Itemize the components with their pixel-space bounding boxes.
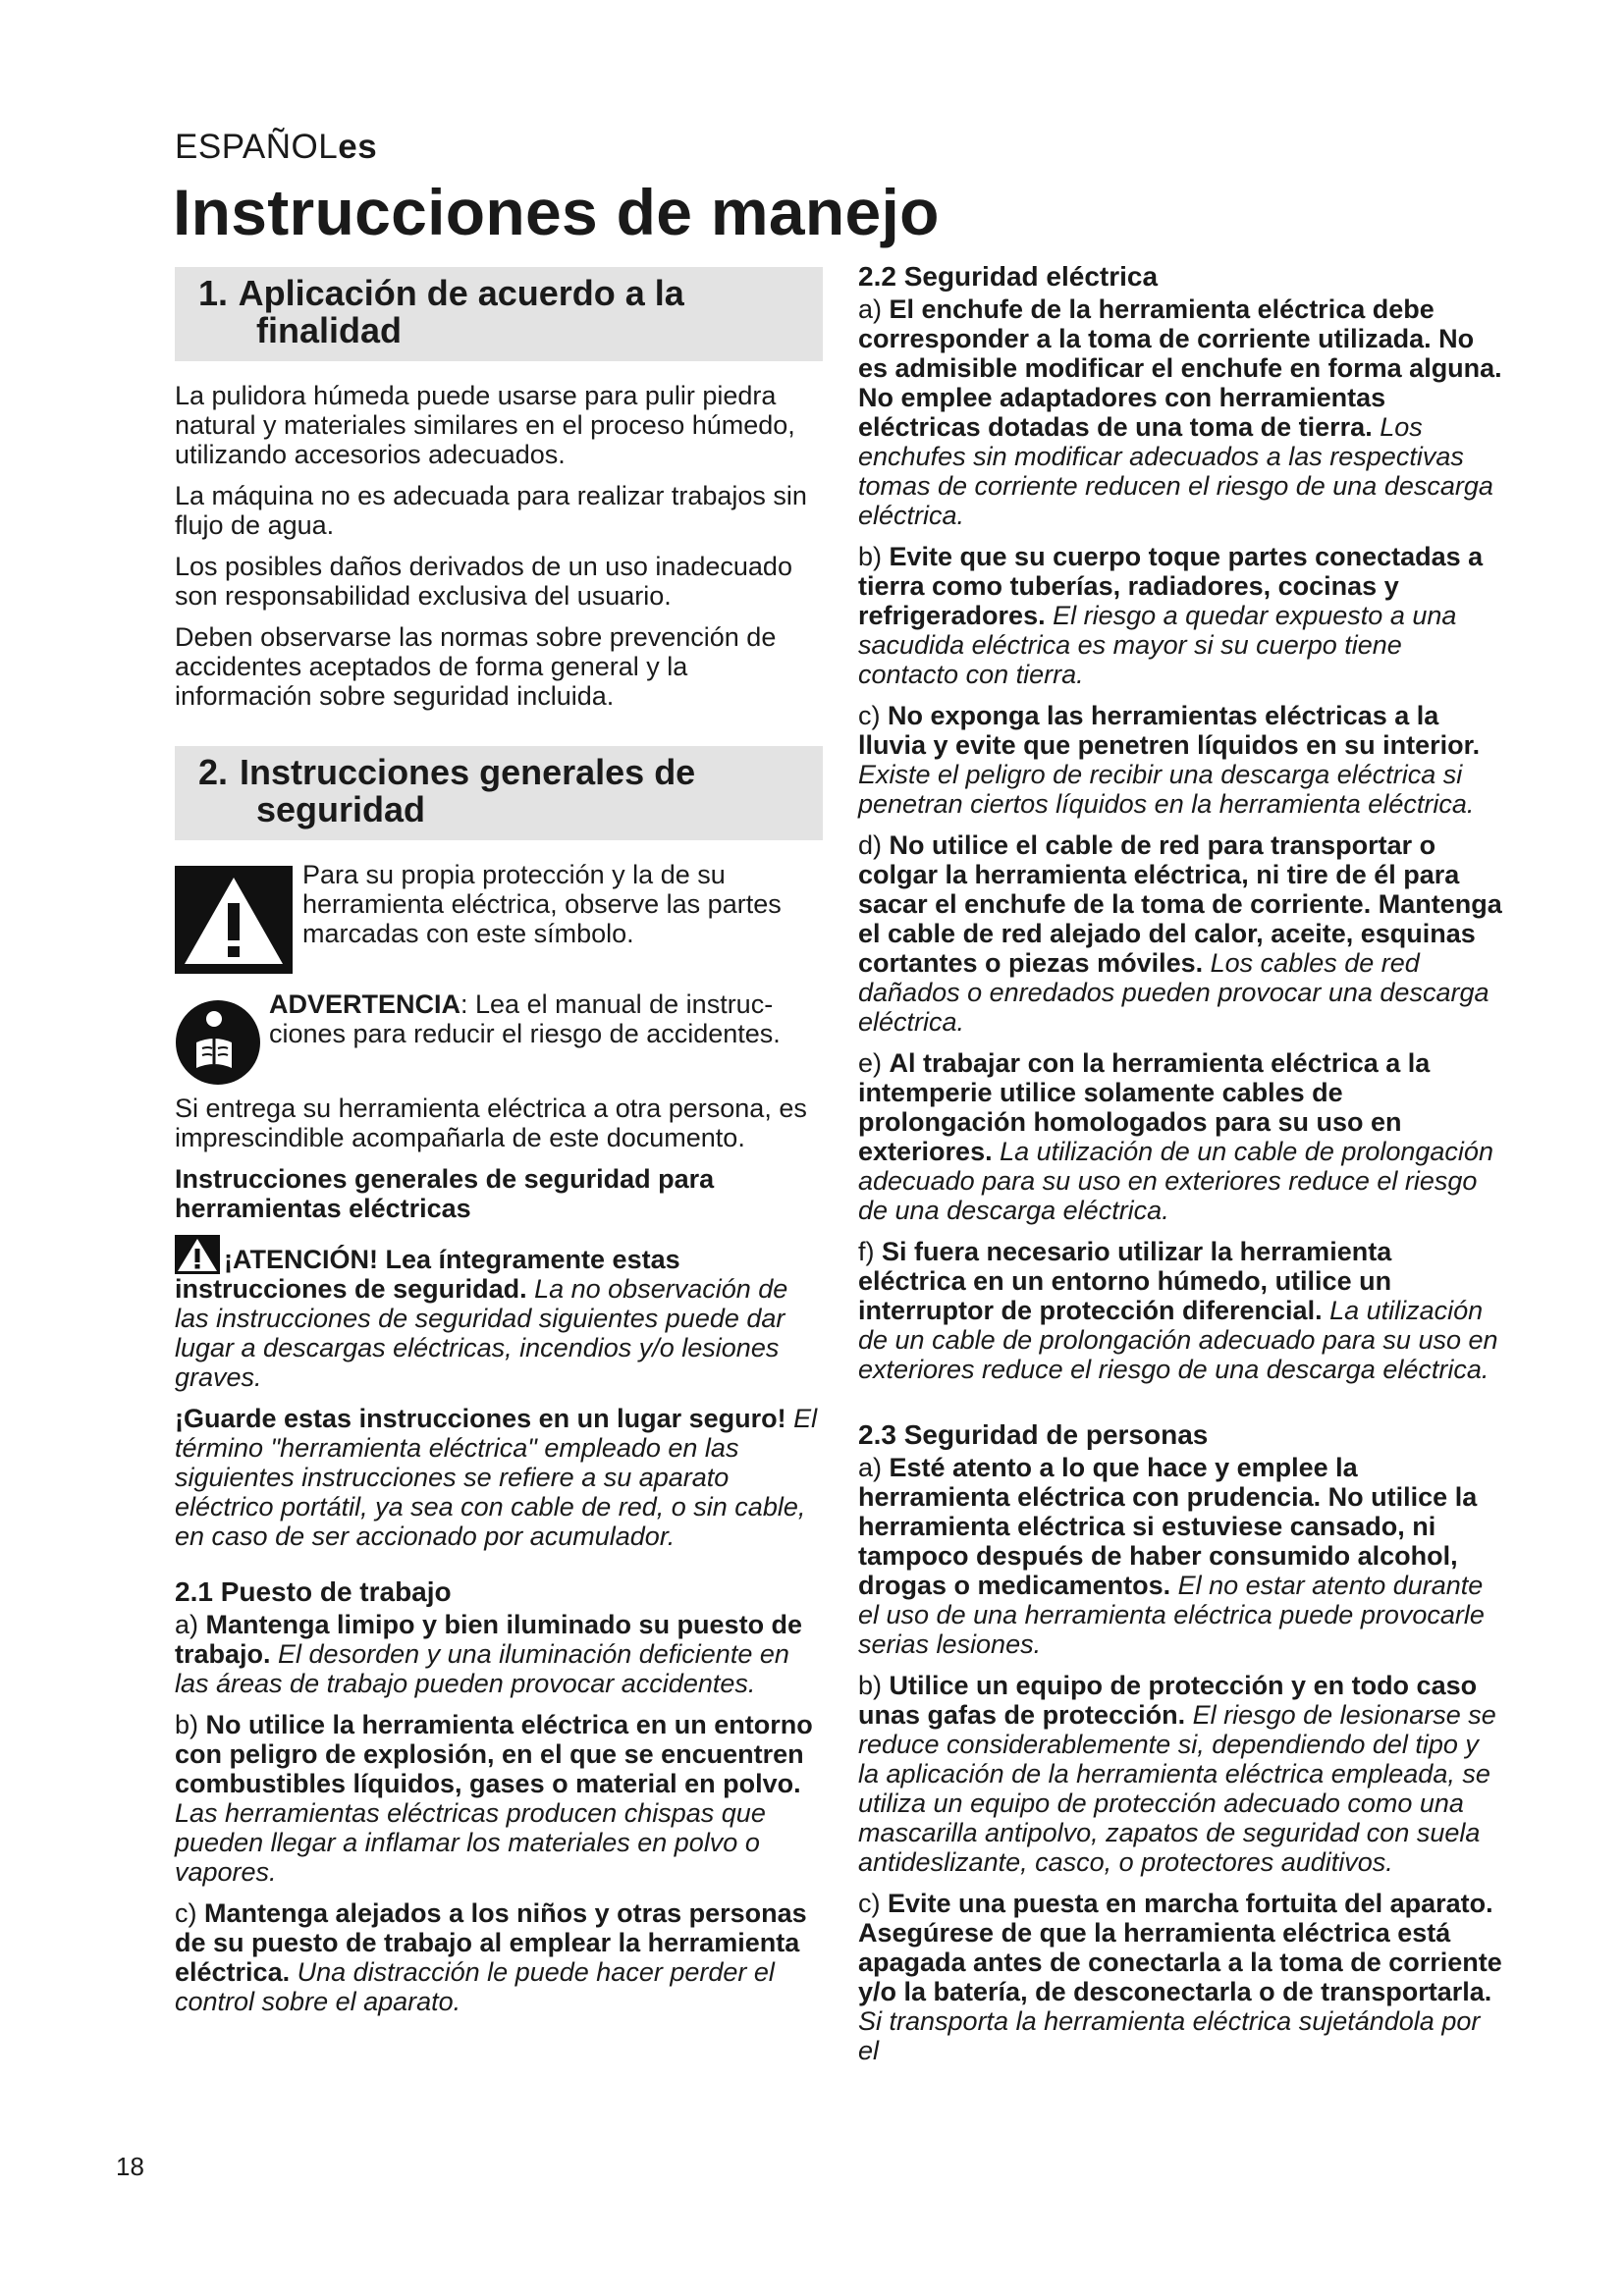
read-manual-icon xyxy=(175,999,261,1086)
attention-bold: ¡ATENCIÓN! Lea íntegramente estas instrucciones de seguridad. xyxy=(175,1245,680,1304)
symbol-explanation-text: Para su propia protección y la de su herramienta eléctrica, observe las partes marcadas con este símbolo. xyxy=(302,860,782,948)
left-column xyxy=(175,267,823,2028)
rule-item xyxy=(175,1610,823,1698)
section-2-2-heading: 2.2 Seguridad eléctrica xyxy=(858,261,1159,292)
rule-bold: Al trabajar con la herramienta eléctrica a la intemperie utilice solamente cables de prolongación homologados para su uso en exteriores. xyxy=(858,1048,1431,1166)
rule-prefix: f) xyxy=(858,1237,882,1266)
rule-prefix: c) xyxy=(858,1889,888,1918)
rule-italic: La utilización de un cable de prolongación adecuado para su uso en exteriores reduce el riesgo de una descarga eléctrica. xyxy=(858,1137,1493,1225)
spacer xyxy=(175,1563,823,1576)
warning-label: ADVERTENCIA xyxy=(269,989,461,1019)
rule-prefix: c) xyxy=(175,1898,204,1928)
language-label xyxy=(175,128,377,167)
keep-instructions-paragraph xyxy=(175,1404,823,1551)
handover-paragraph: Si entrega su herramienta eléctrica a otra persona, es imprescindible acompañarla de este documento. xyxy=(175,1094,807,1152)
rule-prefix: e) xyxy=(858,1048,890,1078)
section-2-1-heading: 2.1 Puesto de trabajo xyxy=(175,1576,452,1607)
rule-prefix: c) xyxy=(858,701,888,730)
rule-item xyxy=(858,542,1506,689)
rule-item xyxy=(858,701,1506,819)
rule-prefix: d) xyxy=(858,830,890,860)
rule-italic: El riesgo de lesionarse se reduce considerablemente si, dependiendo del tipo y la aplicación de la herramienta eléctrica empleada, se utiliza un equipo de protección adecuado como una mascarilla antipolvo, zapatos de seguridad con suela antideslizante, casco, o protectores auditivos. xyxy=(858,1700,1496,1877)
rule-italic: Los enchufes sin modificar adecuados a las respectivas tomas de corriente reducen el riesgo de una descarga eléctrica. xyxy=(858,412,1493,530)
attention-paragraph xyxy=(175,1235,823,1392)
rule-bold: Utilice un equipo de protección y en todo caso unas gafas de protección. xyxy=(858,1671,1478,1730)
rule-item xyxy=(858,1237,1506,1384)
rule-italic: El no estar atento durante el uso de una herramienta eléctrica puede provocarle serias lesiones. xyxy=(858,1571,1485,1659)
section-2-number: 2. xyxy=(198,752,229,792)
rule-bold: Si fuera necesario utilizar la herramienta eléctrica en un entorno húmedo, utilice un interruptor de protección diferencial. xyxy=(858,1237,1392,1325)
section-1-paragraph: Los posibles daños derivados de un uso inadecuado son responsabilidad exclusiva del usuario. xyxy=(175,552,792,611)
section-1-paragraph: La pulidora húmeda puede usarse para pulir piedra natural y materiales similares en el proceso húmedo, utilizando accesorios adecuados. xyxy=(175,381,795,469)
section-1-title-line2: finalidad xyxy=(256,310,403,350)
rule-bold: Evite una puesta en marcha fortuita del aparato. Asegúrese de que la herramienta eléctrica está apagada antes de conectarla a la toma de corriente y/o la batería, de desconectarla o de transportarla. xyxy=(858,1889,1502,2006)
rule-prefix: a) xyxy=(858,1453,890,1482)
rule-prefix: b) xyxy=(858,1671,890,1700)
language-name: ESPAÑOL xyxy=(175,128,339,166)
rule-italic: Si transporta la herramienta eléctrica sujetándola por el xyxy=(858,2006,1481,2065)
warning-triangle-icon xyxy=(175,1235,220,1274)
section-1-title-line1: Aplicación de acuerdo a la xyxy=(238,273,684,313)
rule-bold: No exponga las herramientas eléctricas a la lluvia y evite que penetren líquidos en su interior. xyxy=(858,701,1481,760)
rule-bold: No utilice el cable de red para transportar o colgar la herramienta eléctrica, ni tire de él para sacar el enchufe de la toma de corriente. Mantenga el cable de red alejado del calor, aceite, esquinas cortantes o piezas móviles. xyxy=(858,830,1502,978)
section-2-title-line2: seguridad xyxy=(256,789,426,829)
page-number: 18 xyxy=(116,2152,144,2181)
rule-item xyxy=(858,1453,1506,1659)
rule-item xyxy=(858,1889,1506,2065)
rule-prefix: a) xyxy=(175,1610,206,1639)
rule-prefix: b) xyxy=(858,542,890,571)
rule-italic: Los cables de red dañados o enredados pueden provocar una descarga eléctrica. xyxy=(858,948,1489,1037)
warning-text xyxy=(269,989,823,1048)
rule-item xyxy=(858,1048,1506,1225)
right-column xyxy=(858,261,1506,2077)
rule-item xyxy=(175,1898,823,2016)
section-2-3-heading: 2.3 Seguridad de personas xyxy=(858,1419,1209,1450)
keep-bold: ¡Guarde estas instrucciones en un lugar seguro! xyxy=(175,1404,786,1433)
rule-italic: Una distracción le puede hacer perder el control sobre el aparato. xyxy=(175,1957,775,2016)
rule-italic: El desorden y una iluminación deficiente en las áreas de trabajo pueden provocar accidentes. xyxy=(175,1639,789,1698)
section-1-heading xyxy=(175,267,823,361)
rule-italic: Las herramientas eléctricas producen chispas que pueden llegar a inflamar los materiales en polvo o vapores. xyxy=(175,1798,766,1887)
rule-bold: El enchufe de la herramienta eléctrica debe corresponder a la toma de corriente utilizada. No es admisible modificar el enchufe en forma alguna. No emplee adaptadores con herramientas eléctricas dotadas de una toma de tierra. xyxy=(858,294,1502,442)
rule-prefix: b) xyxy=(175,1710,206,1739)
rule-prefix: a) xyxy=(858,294,890,324)
read-manual-note xyxy=(175,989,823,1078)
section-2-heading xyxy=(175,746,823,840)
rule-item xyxy=(175,1710,823,1887)
section-1-paragraph: Deben observarse las normas sobre prevención de accidentes aceptados de forma general y la información sobre seguridad incluida. xyxy=(175,622,777,711)
spacer xyxy=(175,722,823,746)
rule-bold: Mantenga alejados a los niños y otras personas de su puesto de trabajo al emplear la herramienta eléctrica. xyxy=(175,1898,807,1987)
rule-item xyxy=(858,294,1506,530)
warning-triangle-icon xyxy=(175,866,293,974)
warning-symbol-note xyxy=(175,860,823,978)
rule-italic: El riesgo a quedar expuesto a una sacudida eléctrica es mayor si su cuerpo tiene contacto con tierra. xyxy=(858,601,1457,689)
section-1-paragraph: La máquina no es adecuada para realizar trabajos sin flujo de agua. xyxy=(175,481,807,540)
document-title: Instrucciones de manejo xyxy=(173,176,940,248)
rule-bold: Esté atento a lo que hace y emplee la herramienta eléctrica con prudencia. No utilice la herramienta eléctrica si estuviese cansado, ni tampoco después de haber consumido alcohol, drogas o medicamentos. xyxy=(858,1453,1478,1600)
rule-bold: Evite que su cuerpo toque partes conectadas a tierra como tuberías, radiadores, cocinas y refrigeradores. xyxy=(858,542,1484,630)
section-2-title-line1: Instrucciones generales de xyxy=(240,752,696,792)
rule-bold: No utilice la herramienta eléctrica en un entorno con peligro de explosión, en el que se encuentren combustibles líquidos, gases o material en polvo. xyxy=(175,1710,813,1798)
rule-item xyxy=(858,830,1506,1037)
rule-item xyxy=(858,1671,1506,1877)
rule-italic: Existe el peligro de recibir una descarga eléctrica si penetran ciertos líquidos en la herramienta eléctrica. xyxy=(858,760,1475,819)
spacer xyxy=(858,1396,1506,1419)
rule-italic: La utilización de un cable de prolongación adecuado para su uso en exteriores reduce el riesgo de una descarga eléctrica. xyxy=(858,1296,1498,1384)
general-safety-heading: Instrucciones generales de seguridad para herramientas eléctricas xyxy=(175,1164,715,1223)
keep-italic: El término "herramienta eléctrica" empleado en las siguientes instrucciones se refiere a su aparato eléctrico portátil, ya sea con cable de red, o sin cable, en caso de ser accionado por acumulador. xyxy=(175,1404,818,1551)
warning-body: : Lea el manual de instrucciones para reducir el riesgo de accidentes. xyxy=(269,989,781,1048)
rule-bold: Mantenga limipo y bien iluminado su puesto de trabajo. xyxy=(175,1610,803,1669)
attention-italic: La no observación de las instrucciones de seguridad siguientes puede dar lugar a descargas eléctricas, incendios y/o lesiones graves. xyxy=(175,1274,788,1392)
section-1-number: 1. xyxy=(198,273,229,313)
language-code: es xyxy=(338,128,378,166)
